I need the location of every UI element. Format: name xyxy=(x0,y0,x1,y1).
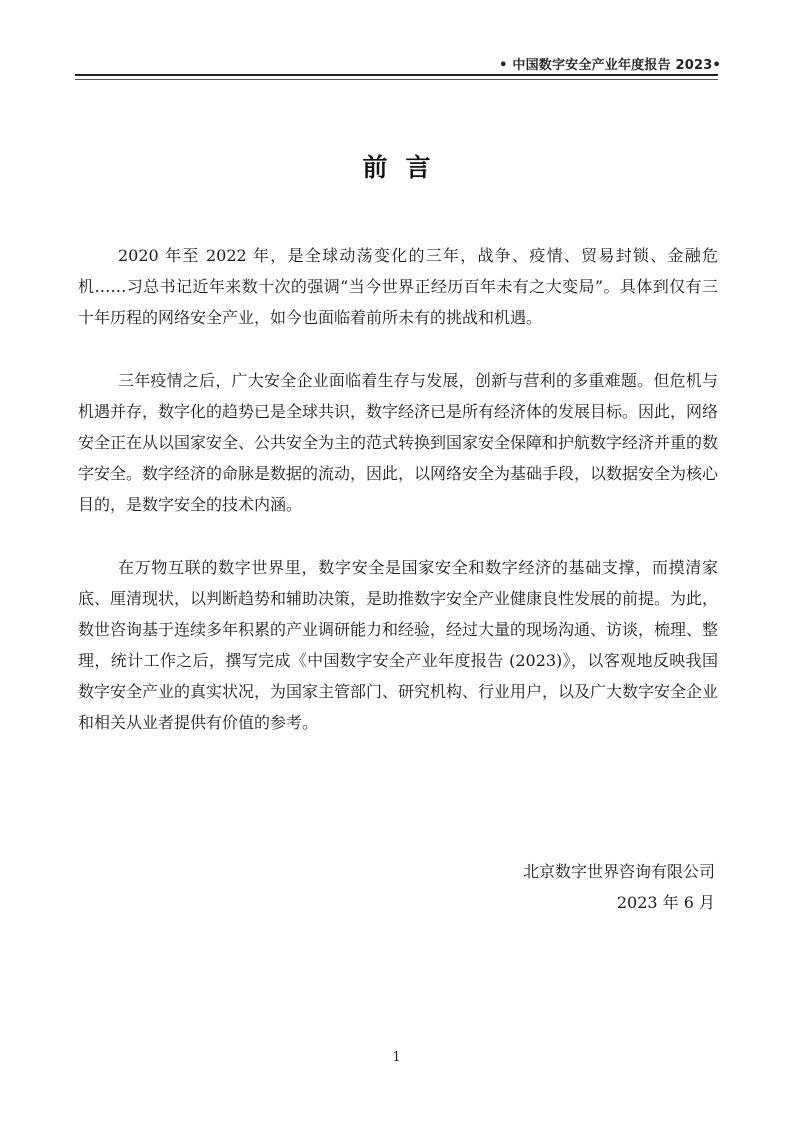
page-number: 1 xyxy=(392,1050,401,1065)
header-rule-thin xyxy=(75,79,718,80)
signature-date: 2023 年 6 月 xyxy=(616,893,715,912)
paragraph-2: 三年疫情之后，广大安全企业面临着生存与发展，创新与营利的多重难题。但危机与机遇并存，数字化的趋势已是全球共识，数字经济已是所有经济体的发展目标。因此，网络安全正在从以国家安全、公共安全为主的范式转换到国家安全保障和护航数字经济并重的数字安全。数字经济的命脉是数据的流动，因此，以网络安全为基础手段，以数据安全为核心目的，是数字安全的技术内涵。 xyxy=(78,371,719,514)
signature-block xyxy=(523,856,715,918)
running-header: • 中国数字安全产业年度报告 2023• xyxy=(499,58,721,73)
paragraph-3: 在万物互联的数字世界里，数字安全是国家安全和数字经济的基础支撑，而摸清家底、厘清现状，以判断趋势和辅助决策，是助推数字安全产业健康良性发展的前提。为此，数世咨询基于连续多年积累的产业调研能力和经验，经过大量的现场沟通、访谈，梳理、整理，统计工作之后，撰写完成《中国数字安全产业年度报告 (2023)》，以客观地反映我国数字安全产业的真实状况，为国家主管部门、研究机构、行业用户，以及广大数字安全企业和相关从业者提供有价值的参考。 xyxy=(78,558,719,732)
body-text xyxy=(78,240,718,770)
signature-organization: 北京数字世界咨询有限公司 xyxy=(522,862,715,881)
paragraph-1: 2020 年至 2022 年，是全球动荡变化的三年，战争、疫情、贸易封锁、金融危机……习总书记近年来数十次的强调“当今世界正经历百年未有之大变局”。具体到仅有三十年历程的网络安全产业，如今也面临着前所未有的挑战和机遇。 xyxy=(78,246,718,327)
page-title: 前言 xyxy=(362,153,449,182)
header-rule-thick xyxy=(75,74,718,76)
